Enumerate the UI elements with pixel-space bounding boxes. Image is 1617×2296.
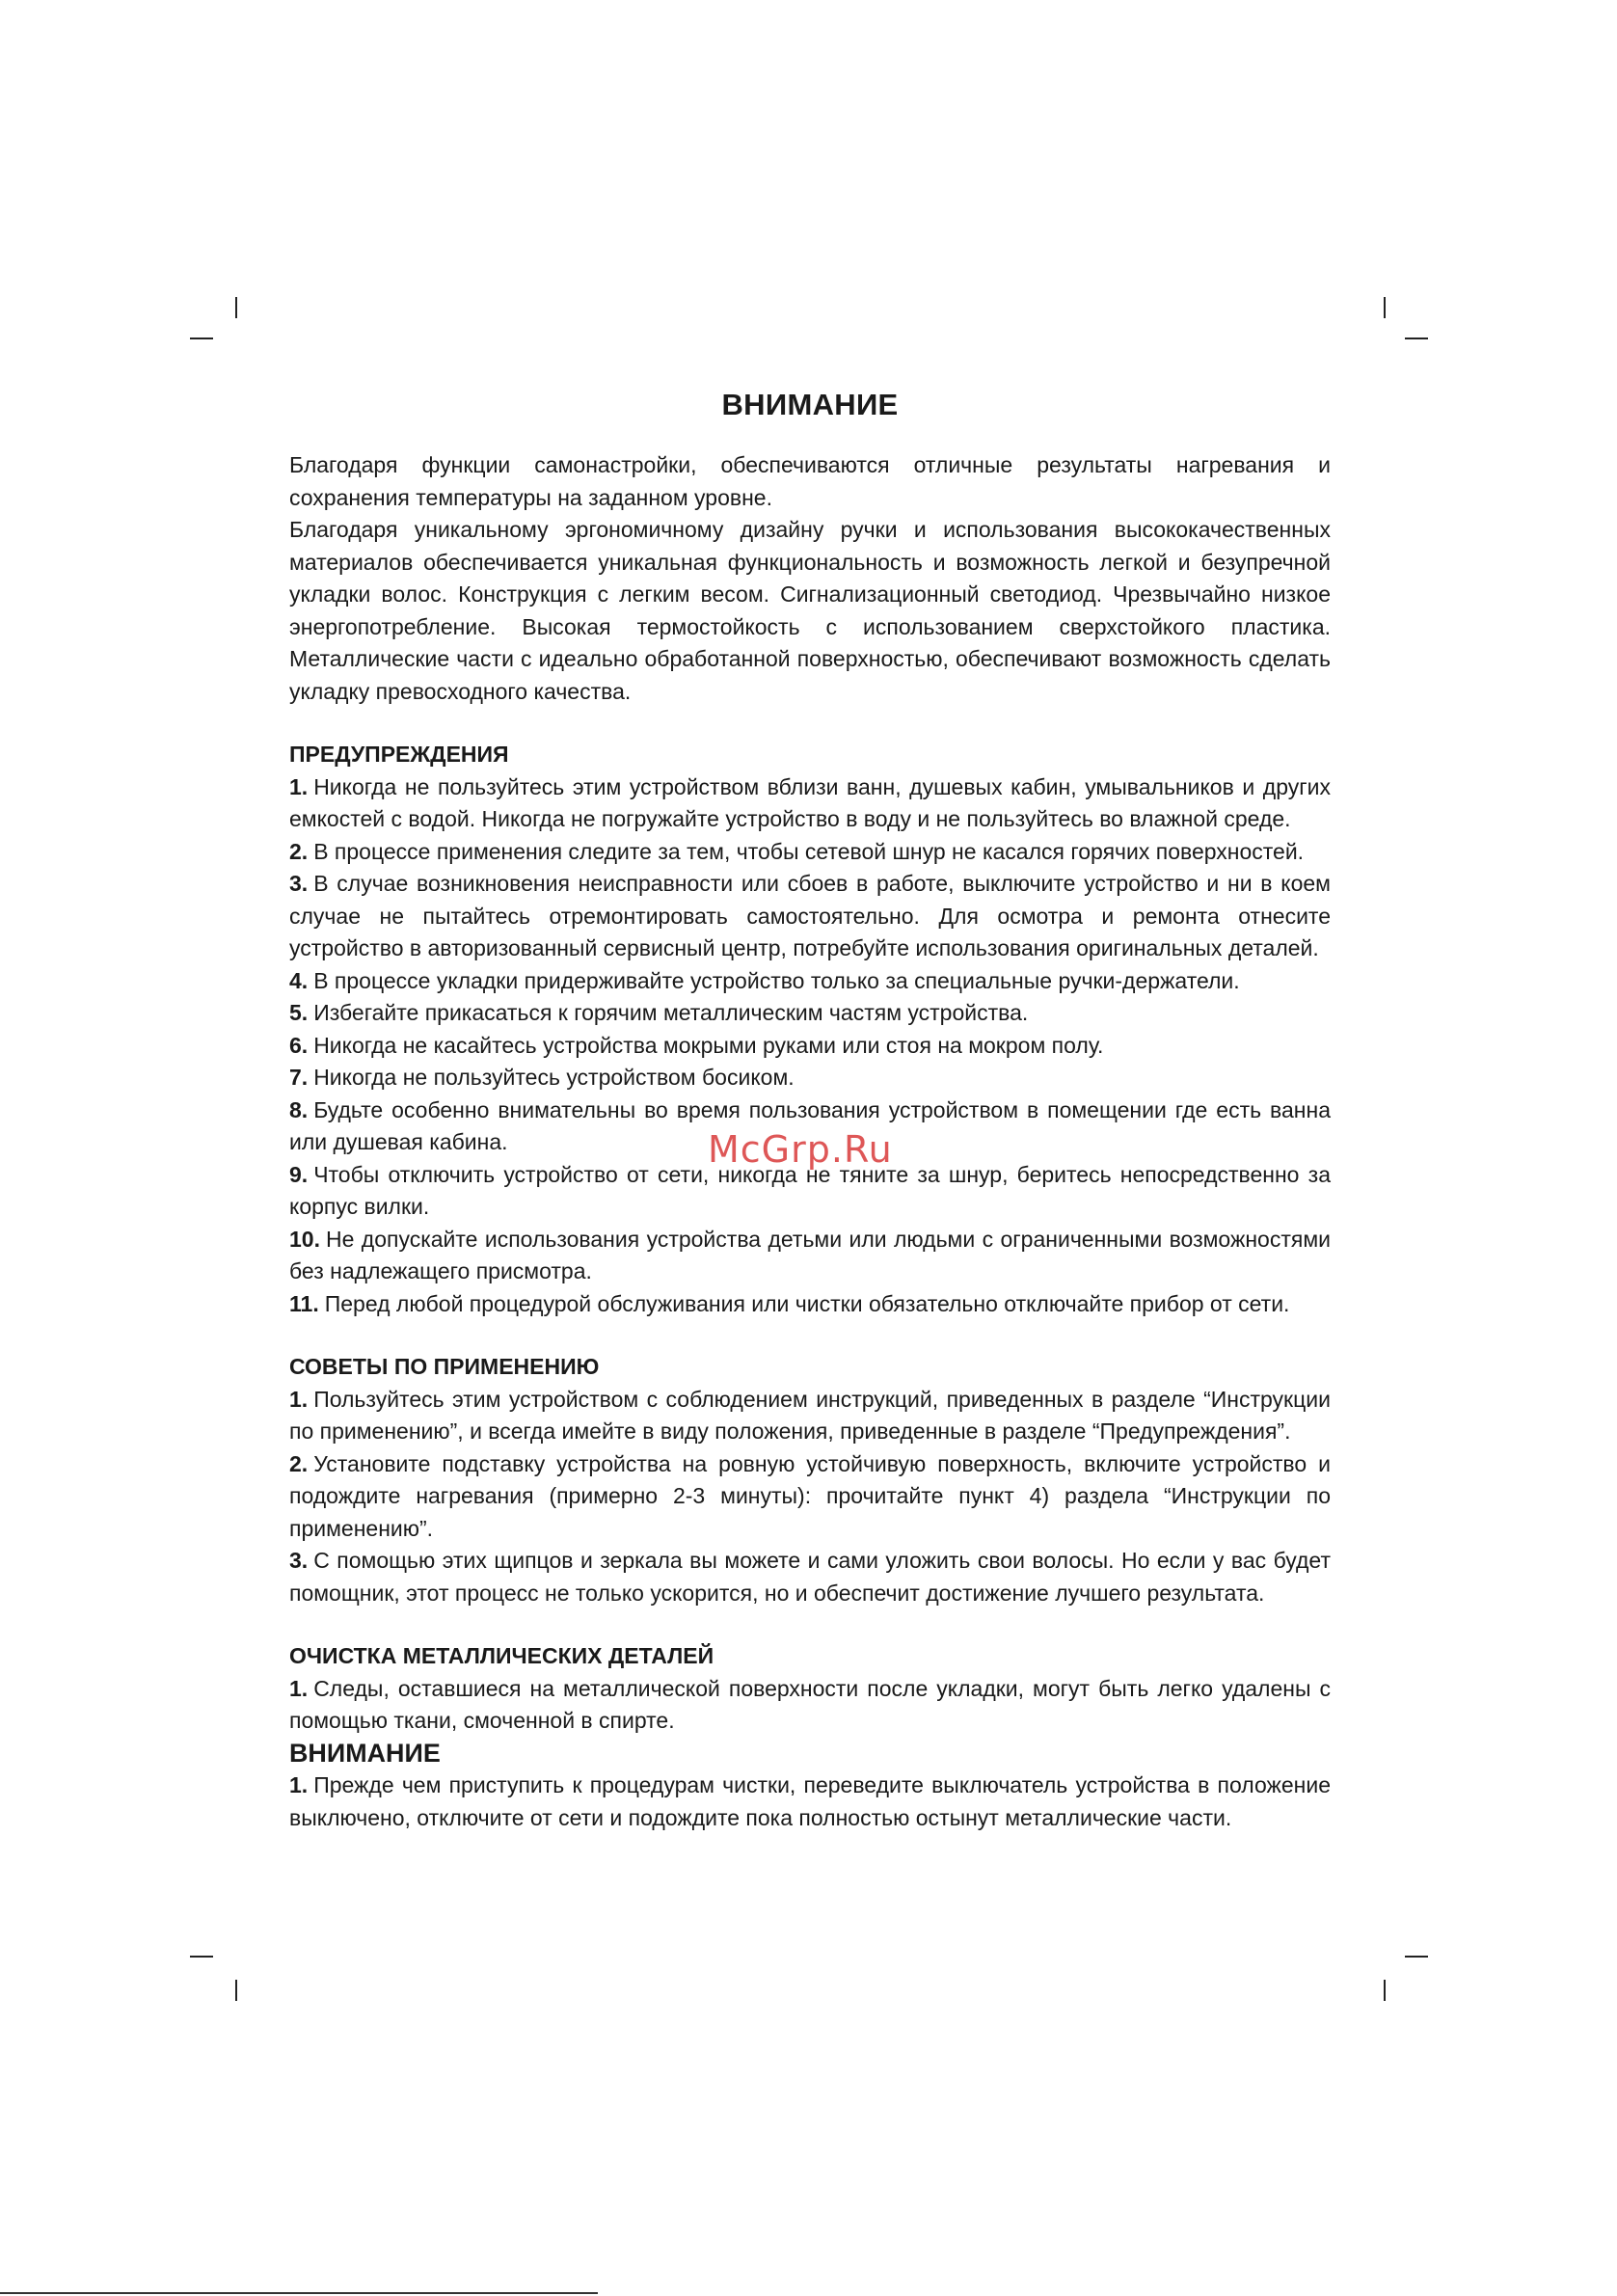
section-heading: ОЧИСТКА МЕТАЛЛИЧЕСКИХ ДЕТАЛЕЙ bbox=[289, 1643, 714, 1668]
list-item bbox=[289, 1030, 1331, 1063]
item-number: 1. bbox=[289, 1386, 309, 1412]
divider bbox=[0, 2292, 598, 2294]
item-number: 1. bbox=[289, 1675, 309, 1701]
watermark: McGrp.Ru bbox=[708, 1128, 893, 1171]
item-text: В случае возникновения неисправности или сбоев в работе, выключите устройство и ни в коем случае не пытайтесь отремонтировать самостоятельно. Для осмотра и ремонта отнесите устройство в авторизованный сервисный центр, потребуйте использования оригинальных деталей. bbox=[289, 871, 1331, 960]
item-text: Не допускайте использования устройства детьми или людьми с ограниченными возможностями без надлежащего присмотра. bbox=[289, 1226, 1331, 1283]
item-number: 1. bbox=[289, 1772, 309, 1797]
crop-mark bbox=[1384, 297, 1386, 318]
item-number: 9. bbox=[289, 1161, 309, 1187]
item-number: 2. bbox=[289, 1450, 309, 1476]
item-number: 7. bbox=[289, 1065, 309, 1090]
item-number: 11. bbox=[289, 1290, 319, 1316]
item-number: 6. bbox=[289, 1032, 309, 1058]
item-number: 2. bbox=[289, 838, 309, 864]
document-body bbox=[289, 386, 1331, 1834]
list-item bbox=[289, 965, 1331, 998]
item-text: Перед любой процедурой обслуживания или чистки обязательно отключайте прибор от сети. bbox=[324, 1290, 1290, 1316]
list-item bbox=[289, 1545, 1331, 1609]
list-item bbox=[289, 1062, 1331, 1094]
list-item bbox=[289, 1673, 1331, 1738]
list-item bbox=[289, 1224, 1331, 1288]
list-item bbox=[289, 1288, 1331, 1321]
list-item bbox=[289, 836, 1331, 869]
item-number: 5. bbox=[289, 1000, 309, 1025]
subsection-heading: ВНИМАНИЕ bbox=[289, 1738, 441, 1768]
item-number: 3. bbox=[289, 1548, 309, 1573]
item-text: С помощью этих щипцов и зеркала вы можете и сами уложить свои волосы. Но если у вас будет помощник, этот процесс не только ускорится, но и обеспечит достижение лучшего результата. bbox=[289, 1548, 1331, 1606]
item-text: Чтобы отключить устройство от сети, никогда не тяните за шнур, беритесь непосредственно за корпус вилки. bbox=[289, 1161, 1331, 1219]
item-text: В процессе применения следите за тем, чтобы сетевой шнур не касался горячих поверхностей. bbox=[313, 838, 1305, 864]
tips-section bbox=[289, 1351, 1331, 1609]
item-number: 8. bbox=[289, 1096, 309, 1122]
item-text: Никогда не пользуйтесь устройством босиком. bbox=[313, 1065, 795, 1090]
crop-mark bbox=[190, 1956, 213, 1958]
list-item bbox=[289, 1448, 1331, 1546]
item-text: Пользуйтесь этим устройством с соблюдением инструкций, приведенных в разделе “Инструкции по применению”, и всегда имейте в виду положения, приведенные в разделе “Предупреждения”. bbox=[289, 1386, 1331, 1444]
list-item bbox=[289, 771, 1331, 836]
list-item bbox=[289, 868, 1331, 965]
item-text: Никогда не пользуйтесь этим устройством вблизи ванн, душевых кабин, умывальников и других емкостей с водой. Никогда не погружайте устройство в воду и не пользуйтесь во влажной среде. bbox=[289, 773, 1331, 831]
list-item bbox=[289, 1769, 1331, 1834]
crop-mark bbox=[1405, 1956, 1428, 1958]
intro-paragraph: Благодаря функции самонастройки, обеспечиваются отличные результаты нагревания и сохранения температуры на заданном уровне. bbox=[289, 452, 1331, 510]
crop-mark bbox=[190, 338, 213, 339]
crop-mark bbox=[235, 297, 237, 318]
item-number: 3. bbox=[289, 871, 309, 896]
item-text: Никогда не касайтесь устройства мокрыми руками или стоя на мокром полу. bbox=[313, 1032, 1104, 1058]
crop-mark bbox=[235, 1980, 237, 2001]
item-text: Избегайте прикасаться к горячим металлическим частям устройства. bbox=[313, 1000, 1029, 1025]
list-item bbox=[289, 997, 1331, 1030]
page-title: ВНИМАНИЕ bbox=[721, 388, 899, 421]
item-text: Следы, оставшиеся на металлической поверхности после укладки, могут быть легко удалены с помощью ткани, смоченной в спирте. bbox=[289, 1675, 1331, 1733]
item-number: 1. bbox=[289, 773, 309, 799]
crop-mark bbox=[1384, 1980, 1386, 2001]
item-text: Будьте особенно внимательны во время пользования устройством в помещении где есть ванна или душевая кабина. bbox=[289, 1096, 1331, 1154]
item-text: В процессе укладки придерживайте устройство только за специальные ручки-держатели. bbox=[313, 967, 1240, 993]
cleaning-section bbox=[289, 1640, 1331, 1834]
item-number: 10. bbox=[289, 1226, 320, 1252]
item-number: 4. bbox=[289, 967, 309, 993]
section-heading: ПРЕДУПРЕЖДЕНИЯ bbox=[289, 742, 509, 767]
item-text: Установите подставку устройства на ровную устойчивую поверхность, включите устройство и подождите нагревания (примерно 2-3 минуты): прочитайте пункт 4) раздела “Инструкции по применению”. bbox=[289, 1450, 1331, 1541]
crop-mark bbox=[1405, 338, 1428, 339]
item-text: Прежде чем приступить к процедурам чистки, переведите выключатель устройства в положение выключено, отключите от сети и подождите пока полностью остынут металлические части. bbox=[289, 1772, 1331, 1830]
section-heading: СОВЕТЫ ПО ПРИМЕНЕНИЮ bbox=[289, 1354, 600, 1379]
list-item bbox=[289, 1384, 1331, 1448]
intro-paragraph: Благодаря уникальному эргономичному дизайну ручки и использования высококачественных материалов обеспечивается уникальная функциональность и возможность легкой и безупречной укладки волос. Конструкция с легким весом. Сигнализационный светодиод. Чрезвычайно низкое энергопотребление. Высокая термостойкость с использованием сверхстойкого пластика. Металлические части с идеально обработанной поверхностью, обеспечивают возможность сделать укладку превосходного качества. bbox=[289, 517, 1331, 704]
warnings-section bbox=[289, 739, 1331, 1320]
